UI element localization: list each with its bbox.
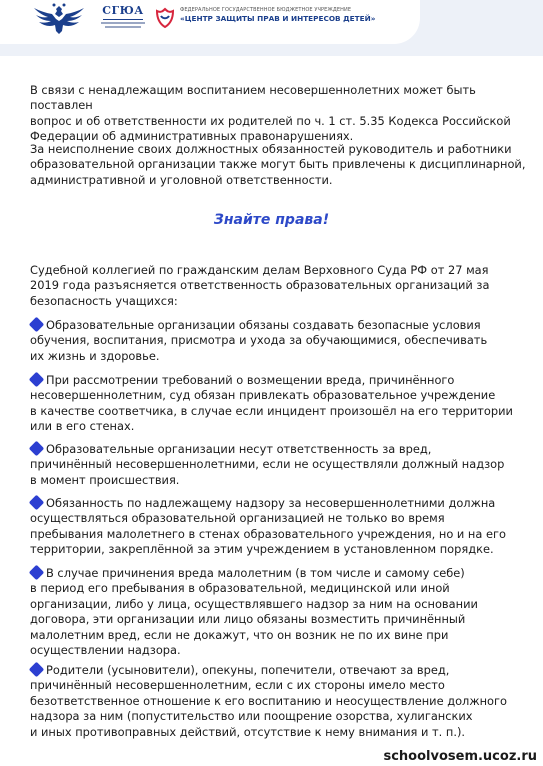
text-line: Федерации об административных правонарушениях. [30,129,354,144]
text-line: договора, эти организации или лицо обязаны возместить причинённый [30,612,466,627]
intro-paragraph-1 [30,83,530,145]
text-line: или в его стенах. [30,419,135,434]
text-line: В связи с ненадлежащим воспитанием несовершеннолетних может быть поставлен [30,83,476,113]
sgua-logo [99,4,147,36]
text-line: безответственное отношение к его воспитанию и неосуществление должного [30,693,507,708]
text-line: их жизнь и здоровье. [30,348,160,363]
text-line: Судебной коллегией по гражданским делам Верховного Суда РФ от 27 мая [30,263,489,277]
diamond-bullet-icon [29,662,45,678]
text-line: надзора за ним (попустительство или поощрение озорства, хулиганских [30,709,473,724]
text-line: пребывания малолетнего в стенах образовательного учреждения, но и на его [30,526,506,541]
text-line: в период его пребывания в образовательной, медицинской или иной [30,581,450,596]
text-line: вопрос и об ответственности их родителей по ч. 1 ст. 5.35 Кодекса Российской [30,113,511,128]
text-line: организации, либо у лица, осуществлявшего надзор за ним на основании [30,596,478,611]
sgua-logo-rule [103,19,143,20]
section-heading: Знайте права! [213,212,330,228]
center-protection-logo-icon [154,7,176,29]
text-line: Образовательные организации обязаны создавать безопасные условия [46,318,481,332]
bullet-item [30,566,530,658]
diamond-bullet-icon [29,372,45,388]
bullet-item [30,318,530,364]
text-line: осуществляться образовательной организацией не только во время [30,511,445,526]
court-paragraph [30,263,530,309]
bullet-item [30,373,530,435]
text-line: малолетним вред, если не докажут, что он возник не по их вине при [30,627,449,642]
diamond-bullet-icon [29,441,45,457]
sgua-logo-subline [101,22,145,24]
text-line: образовательной организации также могут быть привлечены к дисциплинарной, [30,157,526,172]
text-line: безопасность учащихся: [30,293,178,308]
text-line: и иных противоправных действий, отсутствие к нему внимания и т. п.). [30,724,466,739]
text-line: За неисполнение своих должностных обязанностей руководитель и работники [30,142,512,156]
center-org-type: ФЕДЕРАЛЬНОЕ ГОСУДАРСТВЕННОЕ БЮДЖЕТНОЕ УЧРЕЖДЕНИЕ [180,7,352,13]
text-line: обучения, воспитания, присмотра и ухода за обучающимися, обеспечивать [30,333,488,348]
text-line: Родители (усыновители), опекуны, попечители, отвечают за вред, [46,663,450,677]
sgua-logo-text: СГЮА [102,4,144,17]
text-line: причинённый несовершеннолетним, если с их стороны имело место [30,678,445,693]
text-line: территории, закреплённой за этим учреждением в установленном порядке. [30,542,494,557]
text-line: Образовательные организации несут ответственность за вред, [46,442,432,456]
diamond-bullet-icon [29,317,45,333]
sgua-logo-subline [105,26,141,28]
eagle-emblem-icon [28,2,90,36]
text-line: При рассмотрении требований о возмещении вреда, причинённого [46,373,455,387]
text-line: в момент происшествия. [30,472,180,487]
bullet-item [30,663,530,740]
text-line: Обязанность по надлежащему надзору за несовершеннолетними должна [46,496,496,510]
text-line: 2019 года разъясняется ответственность образовательных организаций за [30,278,490,293]
intro-paragraph-2 [30,142,530,188]
text-line: причинённый несовершеннолетними, если не осуществляли должный надзор [30,457,505,472]
site-watermark: schoolvosem.ucoz.ru [383,749,537,764]
text-line: в качестве соответчика, в случае если инцидент произошёл на его территории [30,403,513,418]
text-line: В случае причинения вреда малолетним (в том числе и самому себе) [46,566,465,580]
center-org-name: «ЦЕНТР ЗАЩИТЫ ПРАВ И ИНТЕРЕСОВ ДЕТЕЙ» [180,14,376,23]
bullet-item [30,442,530,488]
bullet-item [30,496,530,558]
diamond-bullet-icon [29,565,45,581]
diamond-bullet-icon [29,495,45,511]
text-line: административной и уголовной ответственности. [30,172,333,187]
text-line: несовершеннолетним, суд обязан привлекать образовательное учреждение [30,388,496,403]
text-line: осуществлении надзора. [30,643,181,658]
